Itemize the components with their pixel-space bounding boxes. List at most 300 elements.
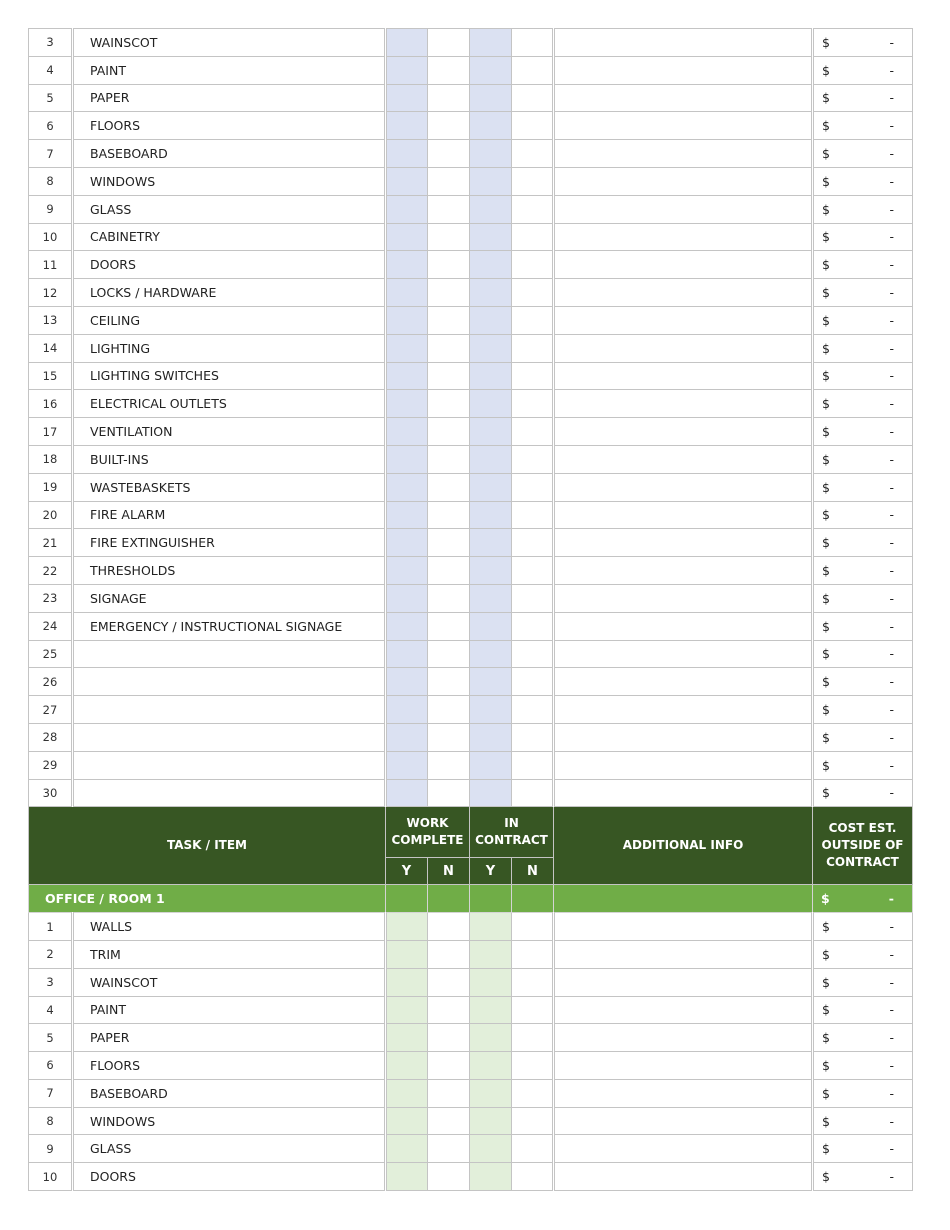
table-row — [29, 418, 913, 446]
work-complete-no-cell[interactable] — [428, 1107, 470, 1135]
in-contract-yes-cell[interactable] — [470, 279, 512, 307]
section-cost-value: - — [888, 891, 894, 907]
additional-info-cell[interactable] — [554, 251, 813, 279]
currency-symbol: $ — [822, 396, 830, 412]
currency-symbol: $ — [822, 618, 830, 634]
cost-cell[interactable] — [813, 445, 913, 473]
additional-info-cell[interactable] — [554, 445, 813, 473]
in-contract-yes-cell[interactable] — [470, 251, 512, 279]
work-complete-no-cell[interactable] — [428, 251, 470, 279]
task-cell[interactable]: LIGHTING — [73, 334, 386, 362]
task-cell[interactable]: BASEBOARD — [73, 140, 386, 168]
in-contract-yes-cell[interactable] — [470, 140, 512, 168]
in-contract-yes-cell[interactable] — [470, 112, 512, 140]
in-contract-yes-cell[interactable] — [470, 751, 512, 779]
work-complete-yes-cell[interactable] — [386, 418, 428, 446]
cost-value: - — [889, 618, 894, 634]
in-contract-yes-cell[interactable] — [470, 557, 512, 585]
in-contract-no-cell[interactable] — [512, 362, 554, 390]
task-cell[interactable]: WALLS — [73, 913, 386, 941]
in-contract-yes-cell[interactable] — [470, 1079, 512, 1107]
work-complete-no-cell[interactable] — [428, 1079, 470, 1107]
row-number: 3 — [29, 29, 73, 57]
work-complete-no-cell[interactable] — [428, 968, 470, 996]
in-contract-yes-cell[interactable] — [470, 84, 512, 112]
work-complete-no-cell[interactable] — [428, 390, 470, 418]
work-complete-no-cell[interactable] — [428, 306, 470, 334]
work-complete-yes-cell[interactable] — [386, 501, 428, 529]
in-contract-no-cell[interactable] — [512, 779, 554, 807]
cost-value: - — [889, 229, 894, 245]
work-complete-no-cell[interactable] — [428, 84, 470, 112]
task-cell[interactable]: WAINSCOT — [73, 968, 386, 996]
in-contract-yes-cell[interactable] — [470, 56, 512, 84]
in-contract-no-cell[interactable] — [512, 913, 554, 941]
cost-value: - — [889, 479, 894, 495]
header-work-yes: Y — [386, 858, 428, 885]
in-contract-no-cell[interactable] — [512, 1052, 554, 1080]
task-cell[interactable]: DOORS — [73, 1163, 386, 1191]
additional-info-cell[interactable] — [554, 1135, 813, 1163]
cost-cell[interactable] — [813, 140, 913, 168]
cost-cell[interactable] — [813, 751, 913, 779]
in-contract-yes-cell[interactable] — [470, 29, 512, 57]
in-contract-yes-cell[interactable] — [470, 668, 512, 696]
additional-info-cell[interactable] — [554, 1163, 813, 1191]
in-contract-yes-cell[interactable] — [470, 418, 512, 446]
cost-cell[interactable] — [813, 913, 913, 941]
task-cell[interactable]: PAINT — [73, 996, 386, 1024]
work-complete-yes-cell[interactable] — [386, 696, 428, 724]
task-cell[interactable]: ELECTRICAL OUTLETS — [73, 390, 386, 418]
additional-info-cell[interactable] — [554, 996, 813, 1024]
task-cell[interactable]: GLASS — [73, 195, 386, 223]
additional-info-cell[interactable] — [554, 723, 813, 751]
in-contract-yes-cell[interactable] — [470, 913, 512, 941]
in-contract-yes-cell[interactable] — [470, 390, 512, 418]
cost-cell[interactable] — [813, 779, 913, 807]
in-contract-no-cell[interactable] — [512, 140, 554, 168]
currency-symbol: $ — [822, 946, 830, 962]
additional-info-cell[interactable] — [554, 223, 813, 251]
work-complete-no-cell[interactable] — [428, 996, 470, 1024]
task-cell[interactable]: TRIM — [73, 940, 386, 968]
additional-info-cell[interactable] — [554, 279, 813, 307]
cost-cell[interactable] — [813, 251, 913, 279]
task-cell[interactable]: FIRE ALARM — [73, 501, 386, 529]
cost-cell[interactable] — [813, 1079, 913, 1107]
cost-cell[interactable] — [813, 968, 913, 996]
in-contract-yes-cell[interactable] — [470, 1024, 512, 1052]
task-cell[interactable]: FIRE EXTINGUISHER — [73, 529, 386, 557]
in-contract-no-cell[interactable] — [512, 334, 554, 362]
work-complete-yes-cell[interactable] — [386, 279, 428, 307]
work-complete-no-cell[interactable] — [428, 195, 470, 223]
additional-info-cell[interactable] — [554, 913, 813, 941]
task-cell[interactable] — [73, 723, 386, 751]
in-contract-yes-cell[interactable] — [470, 362, 512, 390]
work-complete-no-cell[interactable] — [428, 779, 470, 807]
cost-cell[interactable] — [813, 84, 913, 112]
in-contract-yes-cell[interactable] — [470, 445, 512, 473]
cost-cell[interactable] — [813, 696, 913, 724]
in-contract-yes-cell[interactable] — [470, 1135, 512, 1163]
additional-info-cell[interactable] — [554, 473, 813, 501]
cost-cell[interactable] — [813, 306, 913, 334]
additional-info-cell[interactable] — [554, 968, 813, 996]
work-complete-no-cell[interactable] — [428, 668, 470, 696]
header-work-complete: WORK COMPLETE — [386, 807, 470, 858]
in-contract-no-cell[interactable] — [512, 501, 554, 529]
task-cell[interactable]: FLOORS — [73, 1052, 386, 1080]
work-complete-yes-cell[interactable] — [386, 779, 428, 807]
in-contract-yes-cell[interactable] — [470, 968, 512, 996]
cost-cell[interactable] — [813, 56, 913, 84]
currency-symbol: $ — [822, 173, 830, 189]
additional-info-cell[interactable] — [554, 56, 813, 84]
cost-cell[interactable] — [813, 1024, 913, 1052]
row-number: 28 — [29, 723, 73, 751]
work-complete-yes-cell[interactable] — [386, 1052, 428, 1080]
in-contract-no-cell[interactable] — [512, 251, 554, 279]
in-contract-no-cell[interactable] — [512, 1163, 554, 1191]
task-cell[interactable]: LOCKS / HARDWARE — [73, 279, 386, 307]
additional-info-cell[interactable] — [554, 640, 813, 668]
task-cell[interactable]: GLASS — [73, 1135, 386, 1163]
work-complete-no-cell[interactable] — [428, 140, 470, 168]
in-contract-no-cell[interactable] — [512, 640, 554, 668]
additional-info-cell[interactable] — [554, 612, 813, 640]
row-number: 4 — [29, 56, 73, 84]
task-cell[interactable]: EMERGENCY / INSTRUCTIONAL SIGNAGE — [73, 612, 386, 640]
work-complete-no-cell[interactable] — [428, 473, 470, 501]
work-complete-no-cell[interactable] — [428, 529, 470, 557]
task-cell[interactable]: WAINSCOT — [73, 29, 386, 57]
task-cell[interactable]: BUILT-INS — [73, 445, 386, 473]
in-contract-yes-cell[interactable] — [470, 996, 512, 1024]
additional-info-cell[interactable] — [554, 668, 813, 696]
task-cell[interactable]: VENTILATION — [73, 418, 386, 446]
cost-cell[interactable] — [813, 529, 913, 557]
additional-info-cell[interactable] — [554, 940, 813, 968]
additional-info-cell[interactable] — [554, 751, 813, 779]
in-contract-no-cell[interactable] — [512, 279, 554, 307]
column-header — [29, 807, 913, 913]
work-complete-yes-cell[interactable] — [386, 473, 428, 501]
cost-cell[interactable] — [813, 640, 913, 668]
work-complete-yes-cell[interactable] — [386, 612, 428, 640]
task-cell[interactable]: CABINETRY — [73, 223, 386, 251]
task-cell[interactable] — [73, 751, 386, 779]
work-complete-yes-cell[interactable] — [386, 390, 428, 418]
task-cell[interactable] — [73, 668, 386, 696]
cost-value: - — [889, 257, 894, 273]
work-complete-yes-cell[interactable] — [386, 529, 428, 557]
table-row — [29, 29, 913, 57]
in-contract-no-cell[interactable] — [512, 723, 554, 751]
section-work-yes — [386, 885, 428, 913]
additional-info-cell[interactable] — [554, 1024, 813, 1052]
work-complete-yes-cell[interactable] — [386, 996, 428, 1024]
cost-cell[interactable] — [813, 557, 913, 585]
row-number: 13 — [29, 306, 73, 334]
work-complete-no-cell[interactable] — [428, 940, 470, 968]
task-cell[interactable]: THRESHOLDS — [73, 557, 386, 585]
work-complete-yes-cell[interactable] — [386, 640, 428, 668]
in-contract-no-cell[interactable] — [512, 1079, 554, 1107]
in-contract-no-cell[interactable] — [512, 195, 554, 223]
work-complete-no-cell[interactable] — [428, 418, 470, 446]
cost-cell[interactable] — [813, 195, 913, 223]
cost-cell[interactable] — [813, 1107, 913, 1135]
work-complete-no-cell[interactable] — [428, 1135, 470, 1163]
task-cell[interactable]: PAPER — [73, 84, 386, 112]
additional-info-cell[interactable] — [554, 501, 813, 529]
work-complete-no-cell[interactable] — [428, 557, 470, 585]
work-complete-no-cell[interactable] — [428, 612, 470, 640]
cost-cell[interactable] — [813, 167, 913, 195]
in-contract-no-cell[interactable] — [512, 1107, 554, 1135]
work-complete-no-cell[interactable] — [428, 56, 470, 84]
task-cell[interactable] — [73, 779, 386, 807]
work-complete-yes-cell[interactable] — [386, 751, 428, 779]
row-number: 7 — [29, 1079, 73, 1107]
in-contract-no-cell[interactable] — [512, 968, 554, 996]
in-contract-yes-cell[interactable] — [470, 306, 512, 334]
in-contract-no-cell[interactable] — [512, 1135, 554, 1163]
in-contract-yes-cell[interactable] — [470, 779, 512, 807]
work-complete-yes-cell[interactable] — [386, 1135, 428, 1163]
row-number: 30 — [29, 779, 73, 807]
cost-cell[interactable] — [813, 584, 913, 612]
work-complete-yes-cell[interactable] — [386, 1163, 428, 1191]
task-cell[interactable]: BASEBOARD — [73, 1079, 386, 1107]
work-complete-no-cell[interactable] — [428, 1024, 470, 1052]
additional-info-cell[interactable] — [554, 390, 813, 418]
work-complete-yes-cell[interactable] — [386, 1079, 428, 1107]
work-complete-no-cell[interactable] — [428, 501, 470, 529]
additional-info-cell[interactable] — [554, 557, 813, 585]
cost-cell[interactable] — [813, 418, 913, 446]
in-contract-no-cell[interactable] — [512, 167, 554, 195]
work-complete-no-cell[interactable] — [428, 751, 470, 779]
work-complete-yes-cell[interactable] — [386, 940, 428, 968]
task-cell[interactable]: CEILING — [73, 306, 386, 334]
cost-cell[interactable] — [813, 1163, 913, 1191]
work-complete-no-cell[interactable] — [428, 1052, 470, 1080]
row-number: 10 — [29, 1163, 73, 1191]
in-contract-yes-cell[interactable] — [470, 167, 512, 195]
cost-cell[interactable] — [813, 112, 913, 140]
work-complete-yes-cell[interactable] — [386, 723, 428, 751]
in-contract-yes-cell[interactable] — [470, 473, 512, 501]
additional-info-cell[interactable] — [554, 418, 813, 446]
work-complete-yes-cell[interactable] — [386, 445, 428, 473]
work-complete-yes-cell[interactable] — [386, 668, 428, 696]
in-contract-no-cell[interactable] — [512, 696, 554, 724]
table-row — [29, 195, 913, 223]
work-complete-yes-cell[interactable] — [386, 362, 428, 390]
additional-info-cell[interactable] — [554, 779, 813, 807]
in-contract-no-cell[interactable] — [512, 557, 554, 585]
additional-info-cell[interactable] — [554, 112, 813, 140]
work-complete-yes-cell[interactable] — [386, 56, 428, 84]
work-complete-yes-cell[interactable] — [386, 557, 428, 585]
task-cell[interactable] — [73, 696, 386, 724]
in-contract-no-cell[interactable] — [512, 584, 554, 612]
cost-cell[interactable] — [813, 390, 913, 418]
work-complete-no-cell[interactable] — [428, 913, 470, 941]
work-complete-no-cell[interactable] — [428, 445, 470, 473]
in-contract-yes-cell[interactable] — [470, 696, 512, 724]
in-contract-yes-cell[interactable] — [470, 723, 512, 751]
additional-info-cell[interactable] — [554, 696, 813, 724]
task-cell[interactable]: DOORS — [73, 251, 386, 279]
work-complete-yes-cell[interactable] — [386, 1107, 428, 1135]
cost-cell[interactable] — [813, 362, 913, 390]
additional-info-cell[interactable] — [554, 306, 813, 334]
cost-cell[interactable] — [813, 996, 913, 1024]
work-complete-no-cell[interactable] — [428, 29, 470, 57]
in-contract-no-cell[interactable] — [512, 473, 554, 501]
in-contract-no-cell[interactable] — [512, 112, 554, 140]
task-cell[interactable]: SIGNAGE — [73, 584, 386, 612]
in-contract-yes-cell[interactable] — [470, 584, 512, 612]
cost-cell[interactable] — [813, 612, 913, 640]
work-complete-yes-cell[interactable] — [386, 1024, 428, 1052]
additional-info-cell[interactable] — [554, 1052, 813, 1080]
task-cell[interactable]: PAPER — [73, 1024, 386, 1052]
work-complete-yes-cell[interactable] — [386, 195, 428, 223]
in-contract-yes-cell[interactable] — [470, 1163, 512, 1191]
additional-info-cell[interactable] — [554, 84, 813, 112]
work-complete-yes-cell[interactable] — [386, 223, 428, 251]
work-complete-no-cell[interactable] — [428, 223, 470, 251]
in-contract-no-cell[interactable] — [512, 223, 554, 251]
in-contract-no-cell[interactable] — [512, 751, 554, 779]
in-contract-no-cell[interactable] — [512, 940, 554, 968]
in-contract-no-cell[interactable] — [512, 612, 554, 640]
in-contract-no-cell[interactable] — [512, 56, 554, 84]
cost-value: - — [889, 34, 894, 50]
additional-info-cell[interactable] — [554, 1079, 813, 1107]
in-contract-no-cell[interactable] — [512, 390, 554, 418]
task-cell[interactable]: WINDOWS — [73, 167, 386, 195]
work-complete-yes-cell[interactable] — [386, 167, 428, 195]
in-contract-no-cell[interactable] — [512, 529, 554, 557]
cost-cell[interactable] — [813, 223, 913, 251]
task-cell[interactable]: WINDOWS — [73, 1107, 386, 1135]
in-contract-yes-cell[interactable] — [470, 334, 512, 362]
cost-cell[interactable] — [813, 473, 913, 501]
in-contract-yes-cell[interactable] — [470, 223, 512, 251]
additional-info-cell[interactable] — [554, 529, 813, 557]
cost-cell[interactable] — [813, 940, 913, 968]
additional-info-cell[interactable] — [554, 584, 813, 612]
in-contract-no-cell[interactable] — [512, 29, 554, 57]
additional-info-cell[interactable] — [554, 195, 813, 223]
cost-cell[interactable] — [813, 723, 913, 751]
in-contract-no-cell[interactable] — [512, 445, 554, 473]
row-number: 6 — [29, 112, 73, 140]
work-complete-yes-cell[interactable] — [386, 968, 428, 996]
in-contract-yes-cell[interactable] — [470, 1107, 512, 1135]
in-contract-yes-cell[interactable] — [470, 1052, 512, 1080]
work-complete-no-cell[interactable] — [428, 167, 470, 195]
work-complete-yes-cell[interactable] — [386, 29, 428, 57]
additional-info-cell[interactable] — [554, 334, 813, 362]
header-contract-yes: Y — [470, 858, 512, 885]
in-contract-yes-cell[interactable] — [470, 940, 512, 968]
cost-cell[interactable] — [813, 29, 913, 57]
work-complete-no-cell[interactable] — [428, 112, 470, 140]
row-number: 22 — [29, 557, 73, 585]
in-contract-no-cell[interactable] — [512, 418, 554, 446]
in-contract-no-cell[interactable] — [512, 668, 554, 696]
cost-value: - — [889, 590, 894, 606]
cost-cell[interactable] — [813, 668, 913, 696]
cost-cell[interactable] — [813, 501, 913, 529]
task-cell[interactable]: WASTEBASKETS — [73, 473, 386, 501]
currency-symbol: $ — [822, 1113, 830, 1129]
work-complete-no-cell[interactable] — [428, 696, 470, 724]
work-complete-yes-cell[interactable] — [386, 334, 428, 362]
work-complete-yes-cell[interactable] — [386, 306, 428, 334]
task-cell[interactable]: PAINT — [73, 56, 386, 84]
in-contract-yes-cell[interactable] — [470, 640, 512, 668]
work-complete-yes-cell[interactable] — [386, 584, 428, 612]
cost-cell[interactable] — [813, 1135, 913, 1163]
in-contract-no-cell[interactable] — [512, 84, 554, 112]
cost-cell[interactable] — [813, 1052, 913, 1080]
work-complete-yes-cell[interactable] — [386, 140, 428, 168]
in-contract-no-cell[interactable] — [512, 996, 554, 1024]
work-complete-yes-cell[interactable] — [386, 913, 428, 941]
cost-cell[interactable] — [813, 334, 913, 362]
work-complete-yes-cell[interactable] — [386, 84, 428, 112]
additional-info-cell[interactable] — [554, 140, 813, 168]
work-complete-no-cell[interactable] — [428, 334, 470, 362]
in-contract-yes-cell[interactable] — [470, 529, 512, 557]
work-complete-no-cell[interactable] — [428, 362, 470, 390]
table-row — [29, 445, 913, 473]
in-contract-yes-cell[interactable] — [470, 501, 512, 529]
additional-info-cell[interactable] — [554, 167, 813, 195]
currency-symbol: $ — [822, 785, 830, 801]
cost-cell[interactable] — [813, 279, 913, 307]
table-row — [29, 473, 913, 501]
work-complete-yes-cell[interactable] — [386, 112, 428, 140]
in-contract-yes-cell[interactable] — [470, 612, 512, 640]
work-complete-no-cell[interactable] — [428, 723, 470, 751]
additional-info-cell[interactable] — [554, 362, 813, 390]
work-complete-no-cell[interactable] — [428, 640, 470, 668]
work-complete-no-cell[interactable] — [428, 584, 470, 612]
task-cell[interactable] — [73, 640, 386, 668]
in-contract-no-cell[interactable] — [512, 1024, 554, 1052]
additional-info-cell[interactable] — [554, 1107, 813, 1135]
task-cell[interactable]: LIGHTING SWITCHES — [73, 362, 386, 390]
work-complete-yes-cell[interactable] — [386, 251, 428, 279]
in-contract-no-cell[interactable] — [512, 306, 554, 334]
work-complete-no-cell[interactable] — [428, 279, 470, 307]
currency-symbol: $ — [822, 1085, 830, 1101]
in-contract-yes-cell[interactable] — [470, 195, 512, 223]
work-complete-no-cell[interactable] — [428, 1163, 470, 1191]
additional-info-cell[interactable] — [554, 29, 813, 57]
cost-value: - — [889, 507, 894, 523]
task-cell[interactable]: FLOORS — [73, 112, 386, 140]
